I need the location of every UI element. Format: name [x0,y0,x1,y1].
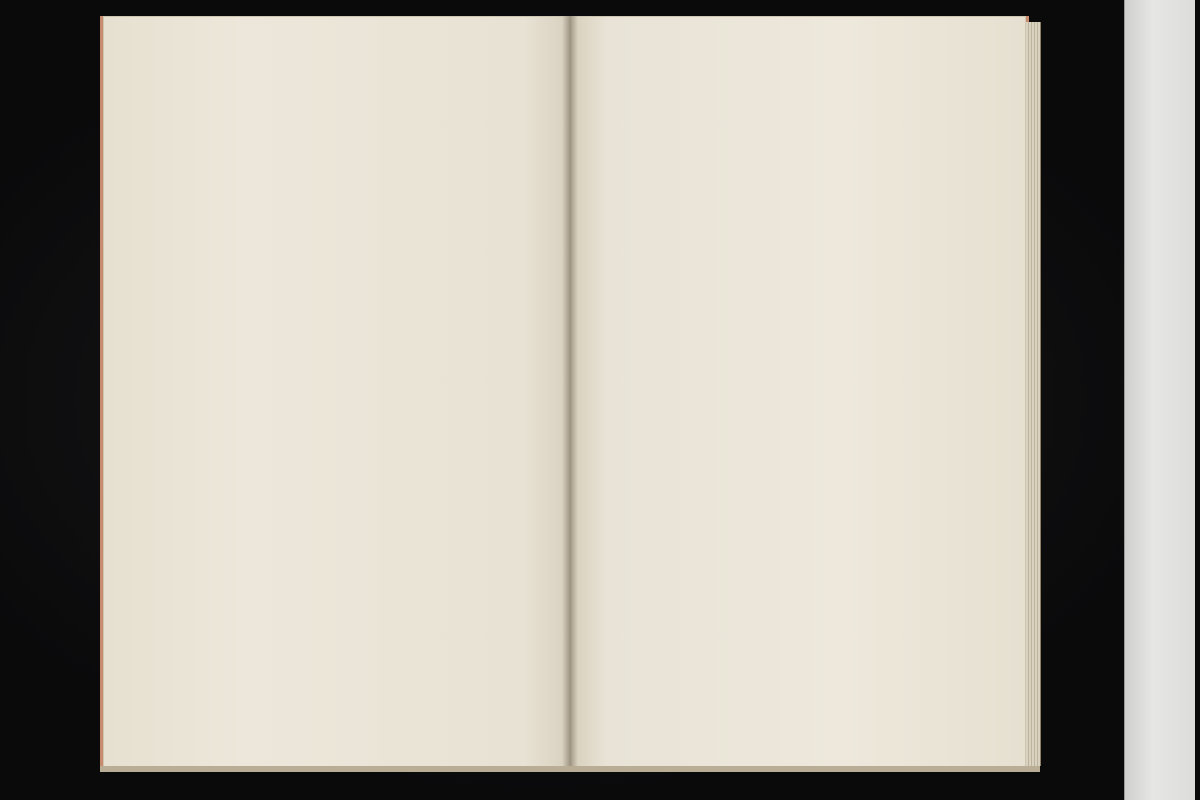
left-page [100,16,571,768]
book-gutter [562,16,578,768]
measuring-ruler [1124,0,1195,800]
ruler-ticks [1125,0,1195,800]
right-page [570,16,1029,768]
page-edge-stack [1026,22,1041,766]
open-book [96,16,1046,772]
book-bottom-edge [100,766,1040,772]
